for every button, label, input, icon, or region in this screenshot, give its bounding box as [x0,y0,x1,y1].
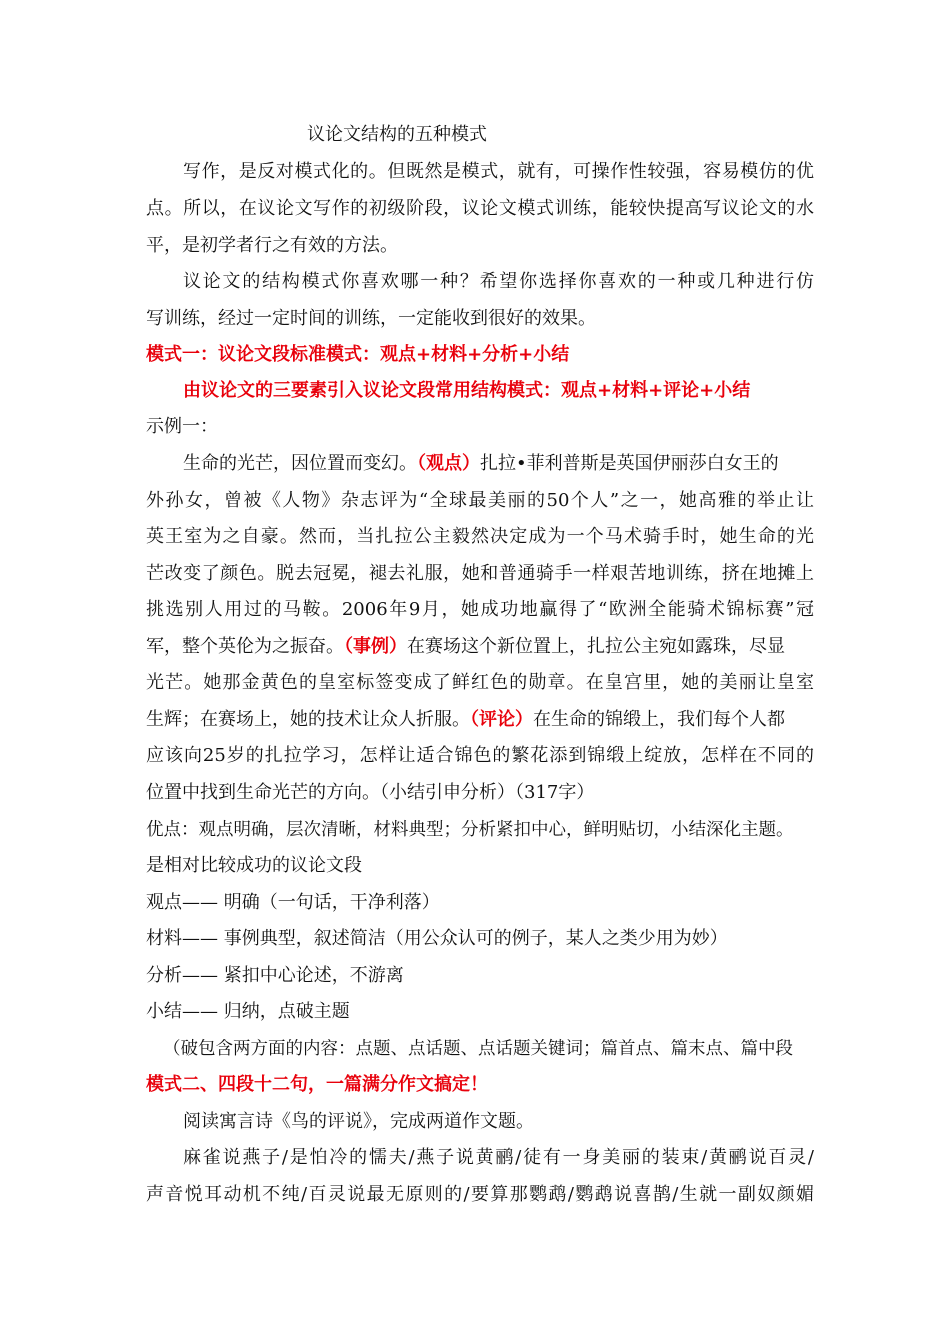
example-text: 在赛场这个新位置上，扎拉公主宛如露珠，尽显 [407,636,785,657]
document-title: 议论文结构的五种模式 [307,124,487,145]
poem-line: 声音悦耳动机不纯/百灵说最无原则的/要算那鹦鹉/鹦鹉说喜鹊/生就一副奴颜媚 [146,1184,814,1205]
example-text: 生辉；在赛场上，她的技术让众人折服。 [146,709,470,730]
viewpoint-tag: （观点） [417,453,480,474]
case-tag: （事例） [344,636,407,657]
example-text: 军，整个英伦为之振奋。 [146,636,344,657]
example-line: 挑选别人用过的马鞍。2006年9月，她成功地赢得了“欧洲全能骑术锦标赛”冠 [146,599,814,620]
intro-paragraph-line: 平，是初学者行之有效的方法。 [146,235,398,256]
point-item: 观点—— 明确（一句话，干净利落） [146,892,440,913]
merit-line: 是相对比较成功的议论文段 [146,855,362,876]
intro-paragraph-line: 点。所以，在议论文写作的初级阶段，议论文模式训练，能较快提高写议论文的水 [146,198,814,219]
example-line [183,452,814,476]
example-text: 扎拉•菲利普斯是英国伊丽莎白女王的 [480,453,779,474]
comment-tag: （评论） [470,709,533,730]
example-line: 位置中找到生命光芒的方向。（小结引申分析）（317字） [146,782,595,803]
note-line: （破包含两方面的内容：点题、点话题、点话题关键词；篇首点、篇末点、篇中段 [163,1039,793,1059]
example-line: 芒改变了颜色。脱去冠冕，褪去礼服，她和普通骑手一样艰苦地训练，挤在地摊上 [146,563,814,584]
example-label: 示例一： [146,416,218,437]
intro-paragraph-line: 写作，是反对模式化的。但既然是模式，就有，可操作性较强，容易模仿的优 [183,161,814,182]
example-text: 在生命的锦缎上，我们每个人都 [533,709,785,730]
mode2-heading: 模式二、四段十二句，一篇满分作文搞定！ [146,1074,488,1095]
intro-paragraph-line: 议论文的结构模式你喜欢哪一种？希望你选择你喜欢的一种或几种进行仿 [183,271,814,292]
mode1-subheading: 由议论文的三要素引入议论文段常用结构模式：观点+材料+评论+小结 [183,380,751,401]
mode2-paragraph: 阅读寓言诗《鸟的评说》，完成两道作文题。 [183,1111,534,1132]
poem-line: 麻雀说燕子/是怕冷的懦夫/燕子说黄鹂/徒有一身美丽的装束/黄鹂说百灵/ [183,1147,814,1168]
example-line: 英王室为之自豪。然而，当扎拉公主毅然决定成为一个马术骑手时，她生命的光 [146,526,814,547]
merit-line: 优点：观点明确，层次清晰，材料典型；分析紧扣中心，鲜明贴切，小结深化主题。 [146,820,794,840]
example-text: 生命的光芒，因位置而变幻。 [183,453,417,474]
example-line: 光芒。她那金黄色的皇室标签变成了鲜红色的勋章。在皇宫里，她的美丽让皇室 [146,672,814,693]
example-line [146,708,814,732]
example-line: 外孙女，曾被《人物》杂志评为“全球最美丽的50个人”之一，她高雅的举止让 [146,490,814,511]
mode1-heading: 模式一：议论文段标准模式：观点+材料+分析+小结 [146,344,570,365]
intro-paragraph-line: 写训练，经过一定时间的训练，一定能收到很好的效果。 [146,308,596,329]
example-line [146,635,814,659]
example-line: 应该向25岁的扎拉学习，怎样让适合锦色的繁花添到锦缎上绽放，怎样在不同的 [146,745,814,766]
point-item: 材料—— 事例典型，叙述简洁（用公众认可的例子，某人之类少用为妙） [146,928,728,949]
point-item: 分析—— 紧扣中心论述，不游离 [146,965,404,986]
point-item: 小结—— 归纳，点破主题 [146,1001,350,1022]
